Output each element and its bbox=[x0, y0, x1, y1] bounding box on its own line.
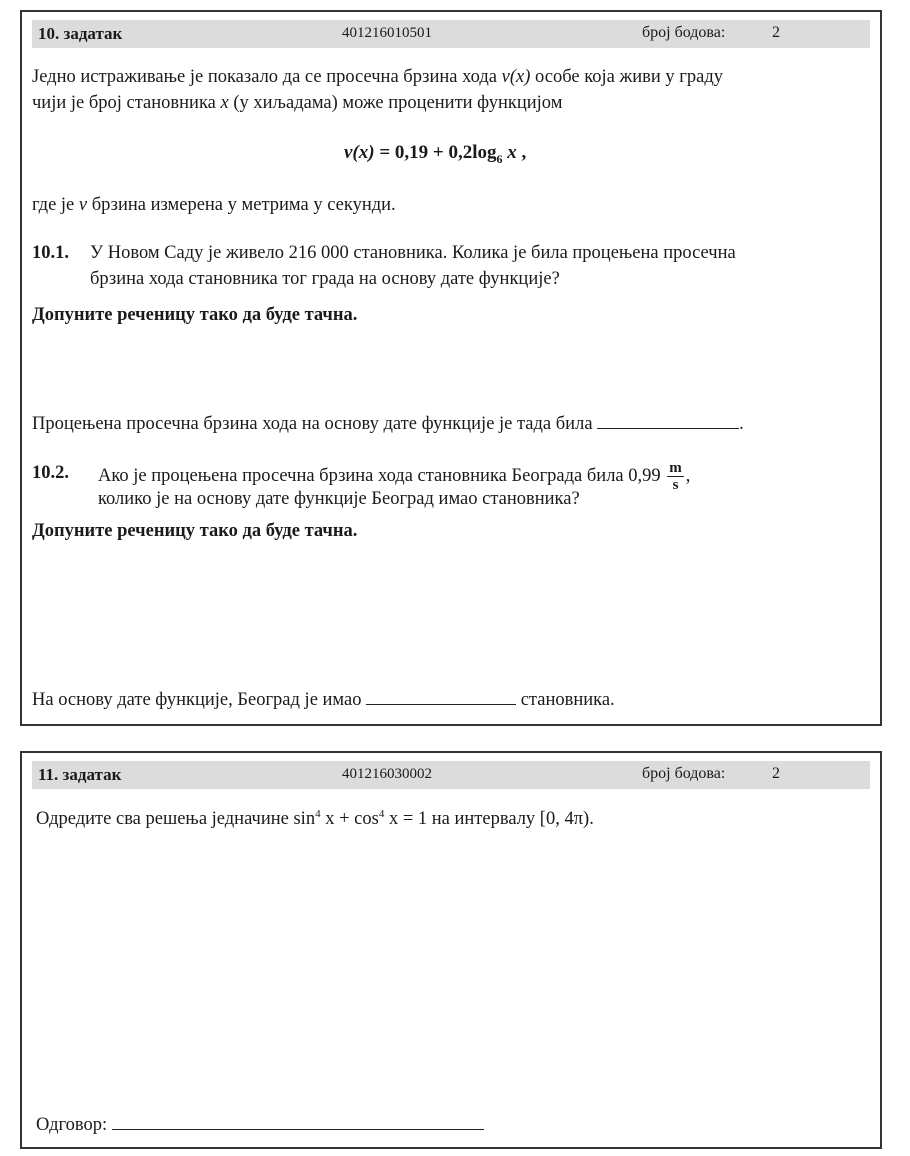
points-value: 2 bbox=[772, 765, 780, 782]
task-11-box bbox=[20, 751, 882, 1149]
question-text-line-2: колико је на основу дате функције Београд имао становника? bbox=[98, 489, 580, 509]
answer-blank-10-1[interactable] bbox=[597, 410, 739, 429]
instruction-10-2: Допуните реченицу тако да буде тачна. bbox=[32, 521, 358, 541]
points-value: 2 bbox=[772, 24, 780, 41]
question-number: 10.1. bbox=[32, 243, 69, 263]
question-number: 10.2. bbox=[32, 463, 69, 483]
formula: $v(x) = 0,19 + 0,2\log_6$ x , bbox=[344, 142, 527, 166]
intro-text-line-2: чији је број становника x (у хиљадама) може проценити функцијом bbox=[32, 93, 563, 113]
task-code: 401216010501 bbox=[342, 25, 432, 41]
intro-text-line-1: Једно истраживање је показало да се просечна брзина хода v(x) особе која живи у граду bbox=[32, 67, 723, 87]
task-10-box bbox=[20, 10, 882, 726]
answer-blank-10-2[interactable] bbox=[366, 686, 516, 705]
instruction-10-1: Допуните реченицу тако да буде тачна. bbox=[32, 305, 358, 325]
question-11-text: Одредите сва решења једначине $\sin^4 x + \cos^4 x = 1$ на интервалу [0, 4π). bbox=[36, 808, 594, 830]
question-10-2 bbox=[32, 456, 872, 512]
task-number: 10. задатак bbox=[38, 24, 123, 43]
formula-explanation: где је v брзина измерена у метрима у секунди. bbox=[32, 195, 396, 215]
answer-sentence-10-2: На основу дате функције, Београд је имао становника. bbox=[32, 686, 615, 713]
question-10-1 bbox=[32, 240, 872, 300]
answer-label: Одговор: bbox=[36, 1115, 108, 1135]
answer-sentence-10-1: Процењена просечна брзина хода на основу дате функције је тада била . bbox=[32, 410, 744, 437]
unit-fraction: $\frac{m}{s}$ bbox=[669, 460, 682, 493]
question-text-line-2: брзина хода становника тог града на основу дате функције? bbox=[90, 269, 560, 289]
question-text-line-1: У Новом Саду је живело 216 000 становника. Колика је била процењена просечна bbox=[90, 243, 736, 263]
points-label: број бодова: bbox=[642, 24, 726, 41]
task-11-header bbox=[32, 761, 870, 789]
answer-line-11 bbox=[36, 1111, 484, 1138]
points-label: број бодова: bbox=[642, 765, 726, 782]
task-code: 401216030002 bbox=[342, 766, 432, 782]
task-number: 11. задатак bbox=[38, 765, 122, 784]
question-text-line-1: Ако је процењена просечна брзина хода становника Београда била 0,99 $\frac{m}{s}$ , bbox=[98, 460, 691, 493]
task-10-header bbox=[32, 20, 870, 48]
answer-blank-11[interactable] bbox=[112, 1111, 484, 1130]
